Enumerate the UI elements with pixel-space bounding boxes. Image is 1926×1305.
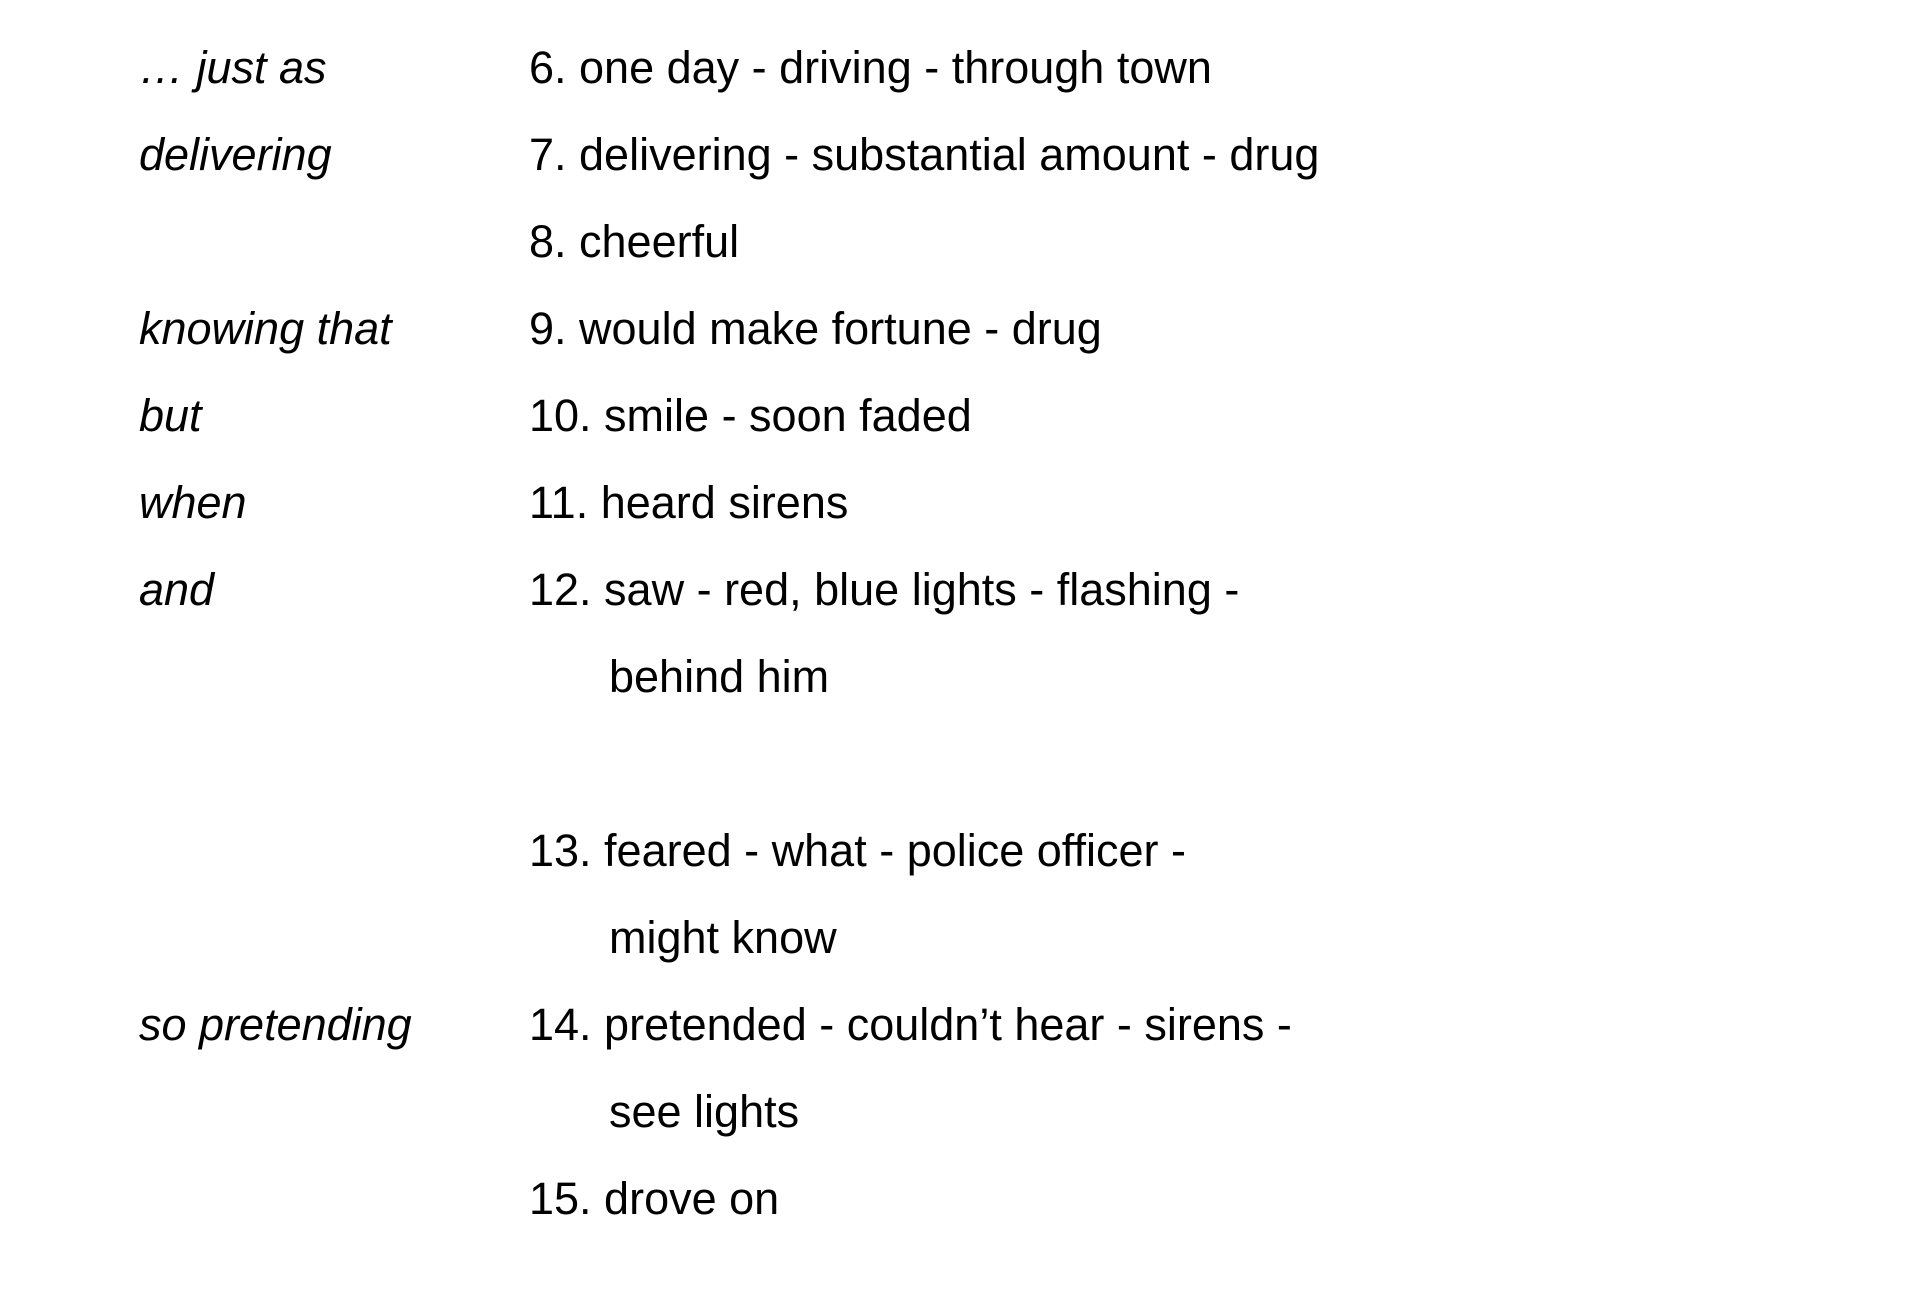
connector: but: [139, 390, 202, 441]
story-item-continuation: might know: [609, 912, 837, 963]
connector: so pretending: [139, 999, 412, 1050]
row-12-continuation: [0, 633, 1926, 720]
row-13: [0, 807, 1926, 894]
row-14-continuation: [0, 1068, 1926, 1155]
connector: knowing that: [139, 303, 392, 354]
story-item-continuation: see lights: [609, 1086, 800, 1137]
story-item: 15. drove on: [529, 1173, 780, 1224]
story-item: 10. smile - soon faded: [529, 390, 972, 441]
story-item: 12. saw - red, blue lights - flashing -: [529, 564, 1240, 615]
story-item: 6. one day - driving - through town: [529, 42, 1212, 93]
connector: and: [139, 564, 215, 615]
story-item: 11. heard sirens: [529, 477, 849, 528]
connector: … just as: [139, 42, 327, 93]
row-8: [0, 198, 1926, 285]
story-item: 8. cheerful: [529, 216, 740, 267]
row-7: [0, 111, 1926, 198]
row-12: [0, 546, 1926, 633]
story-item: 14. pretended - couldn’t hear - sirens -: [529, 999, 1292, 1050]
row-15: [0, 1155, 1926, 1242]
row-10: [0, 372, 1926, 459]
story-item: 7. delivering - substantial amount - drug: [529, 129, 1320, 180]
row-14: [0, 981, 1926, 1068]
story-item: 9. would make fortune - drug: [529, 303, 1102, 354]
row-9: [0, 285, 1926, 372]
connector: delivering: [139, 129, 332, 180]
row-13-continuation: [0, 894, 1926, 981]
story-item-continuation: behind him: [609, 651, 830, 702]
row-11: [0, 459, 1926, 546]
story-item: 13. feared - what - police officer -: [529, 825, 1186, 876]
row-6: [0, 24, 1926, 111]
connector: when: [139, 477, 247, 528]
